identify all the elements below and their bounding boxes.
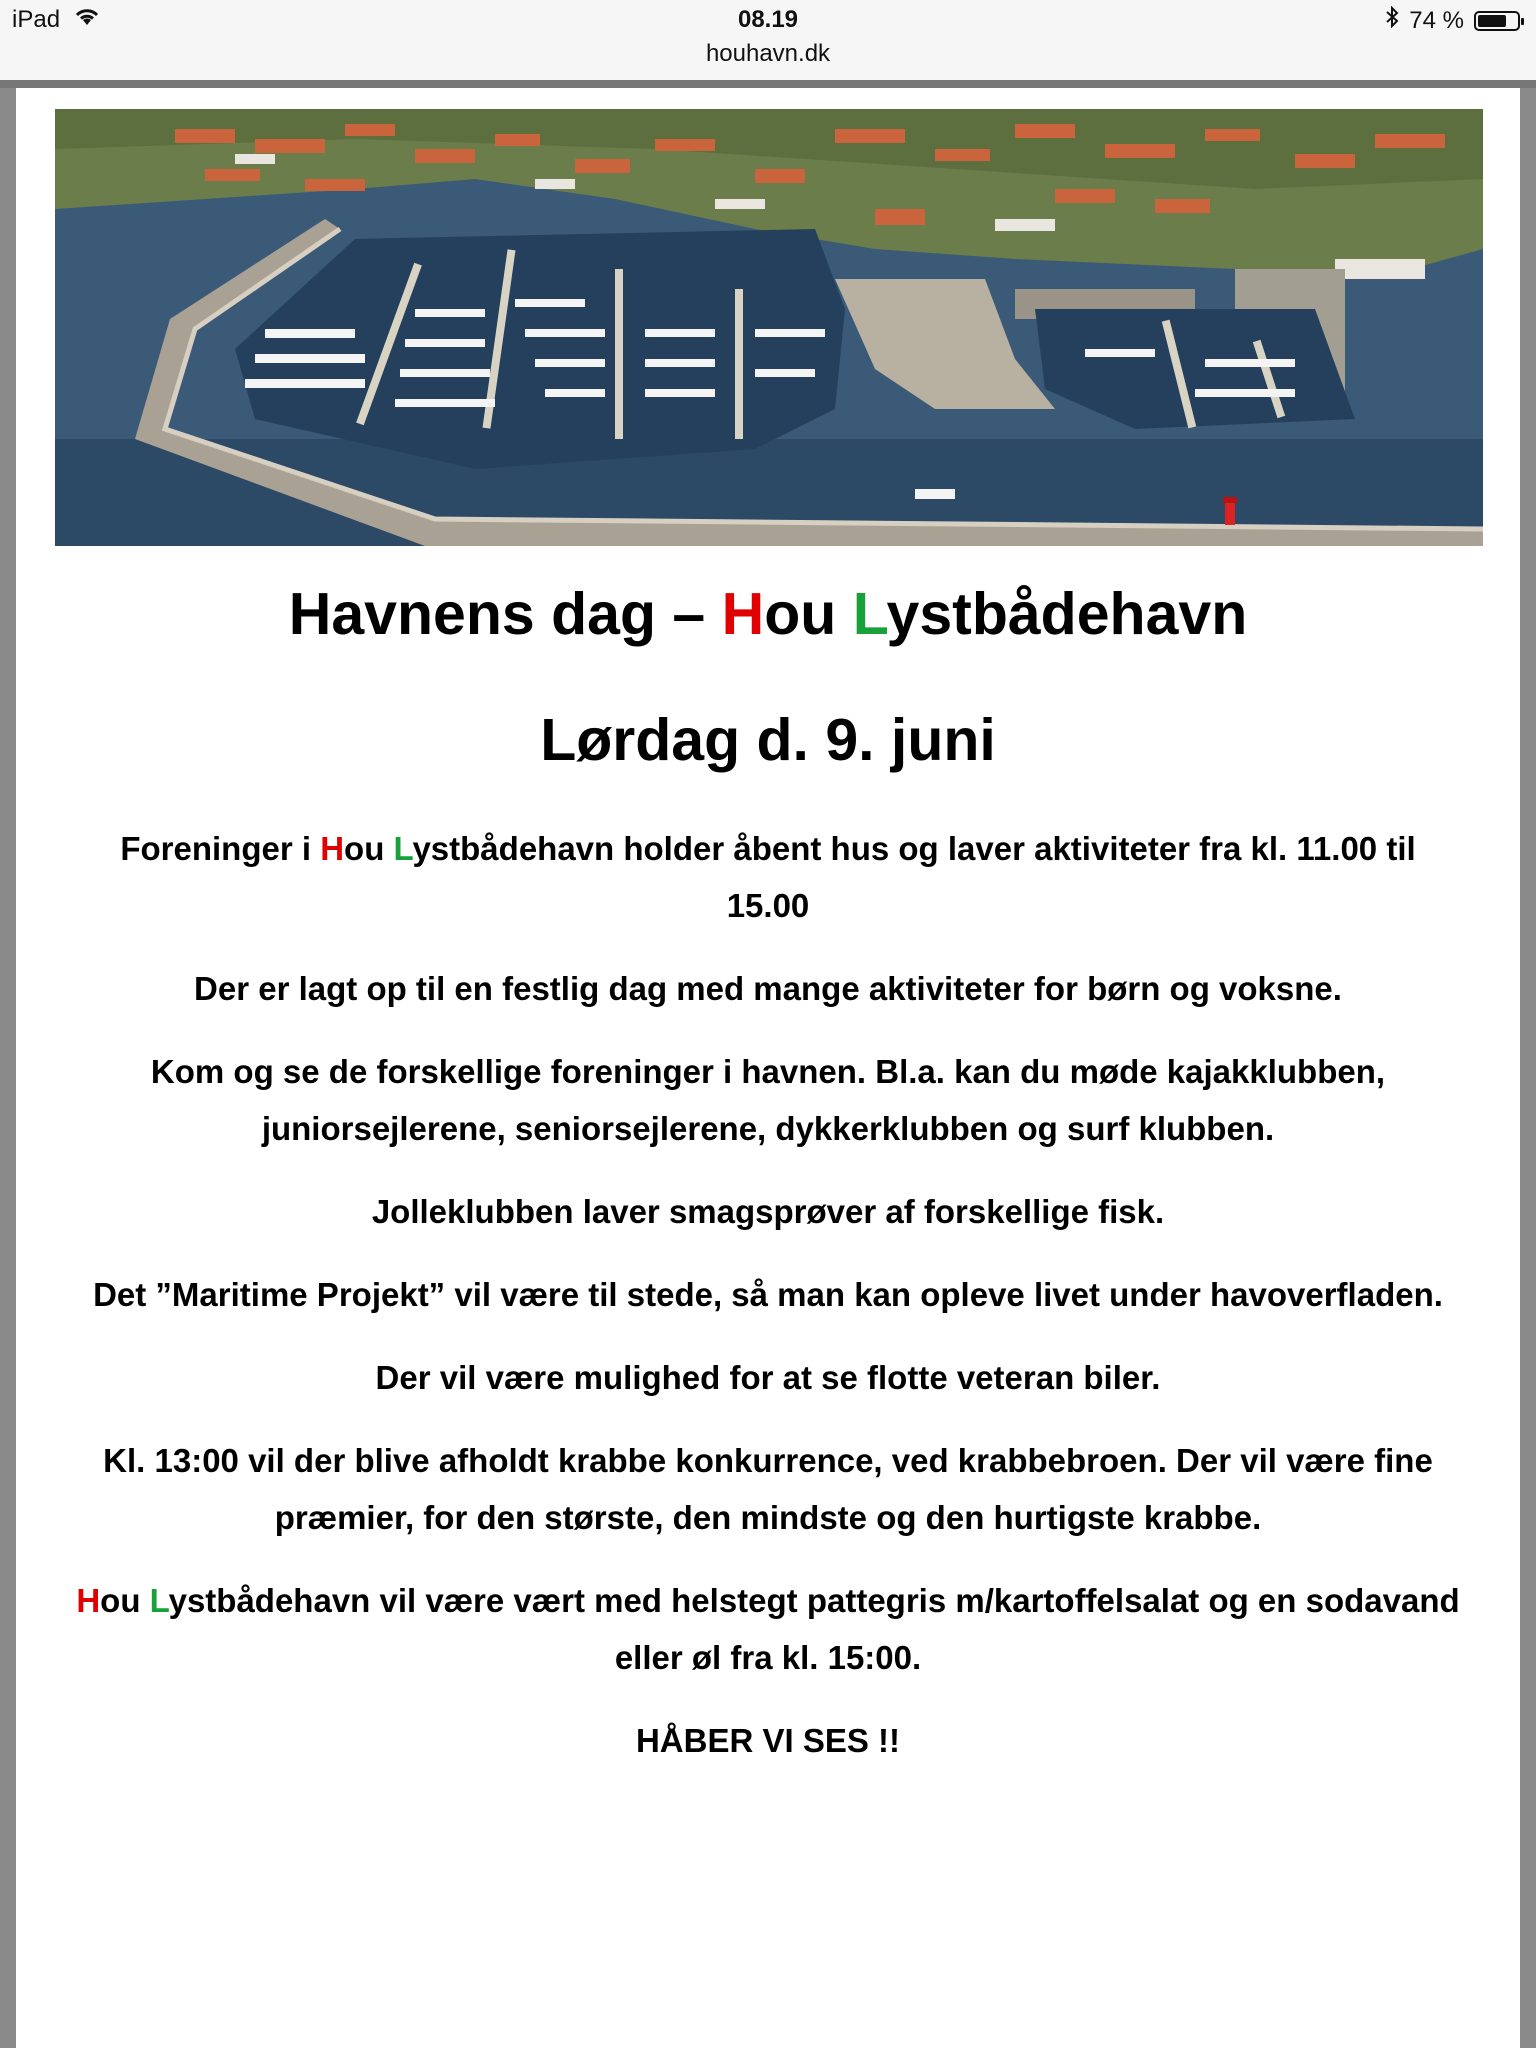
p1-letter-h: H — [320, 830, 345, 867]
status-bar — [0, 0, 1536, 80]
p1-prefix: Foreninger i — [120, 830, 321, 867]
harbor-aerial-photo — [55, 109, 1483, 546]
bluetooth-icon — [1385, 6, 1399, 35]
status-right — [1385, 6, 1520, 35]
title-letter-l: L — [852, 581, 887, 647]
p1-rest: ystbådehavn holder åbent hus og laver aktiviteter fra kl. 11.00 til 15.00 — [412, 830, 1416, 924]
p8-letter-h: H — [76, 1582, 101, 1619]
address-bar-url[interactable]: houhavn.dk — [705, 40, 831, 67]
title-prefix: Havnens dag – — [288, 581, 722, 647]
page-title — [76, 578, 1460, 650]
paragraph-veteran-cars: Der vil være mulighed for at se flotte veteran biler. — [375, 1359, 1161, 1396]
paragraph-festive-day: Der er lagt op til en festlig dag med mange aktiviteter for børn og voksne. — [194, 970, 1342, 1007]
p8-letter-l: L — [149, 1582, 169, 1619]
paragraph-open-house — [76, 820, 1460, 934]
paragraph-crab-contest: Kl. 13:00 vil der blive afholdt krabbe konkurrence, ved krabbebroen. Der vil være fine præmier, for den største, den mindste og den hurtigste krabbe. — [103, 1442, 1433, 1536]
page — [16, 88, 1520, 2048]
device-label: iPad — [12, 6, 61, 33]
p1-ou: ou — [344, 830, 394, 867]
title-ou: ou — [764, 581, 853, 647]
event-date: Lørdag d. 9. juni — [540, 707, 996, 773]
title-rest: ystbådehavn — [886, 581, 1248, 647]
battery-level — [1478, 15, 1506, 27]
battery-percent: 74 % — [1409, 6, 1464, 34]
browser-frame — [0, 80, 1536, 88]
paragraph-maritime-project: Det ”Maritime Projekt” vil være til stede, så man kan opleve livet under havoverfladen. — [93, 1276, 1443, 1313]
paragraph-clubs: Kom og se de forskellige foreninger i havnen. Bl.a. kan du møde kajakklubben, juniorsejlerene, seniorsejlerene, dykkerklubben og surf klubben. — [150, 1053, 1386, 1147]
paragraph-pig-roast — [76, 1572, 1460, 1686]
p1-letter-l: L — [393, 830, 413, 867]
closing-line: HÅBER VI SES !! — [635, 1722, 901, 1759]
title-letter-h: H — [721, 581, 765, 647]
article-content — [76, 578, 1460, 1795]
harbor-illustration — [55, 109, 1483, 546]
clock: 08.19 — [737, 6, 799, 33]
p8-rest: ystbådehavn vil være vært med helstegt pattegris m/kartoffelsalat og en sodavand eller øl fra kl. 15:00. — [168, 1582, 1460, 1676]
battery-icon — [1474, 11, 1520, 31]
paragraph-fish-tasting: Jolleklubben laver smagsprøver af forskellige fisk. — [371, 1193, 1165, 1230]
p8-ou: ou — [100, 1582, 150, 1619]
